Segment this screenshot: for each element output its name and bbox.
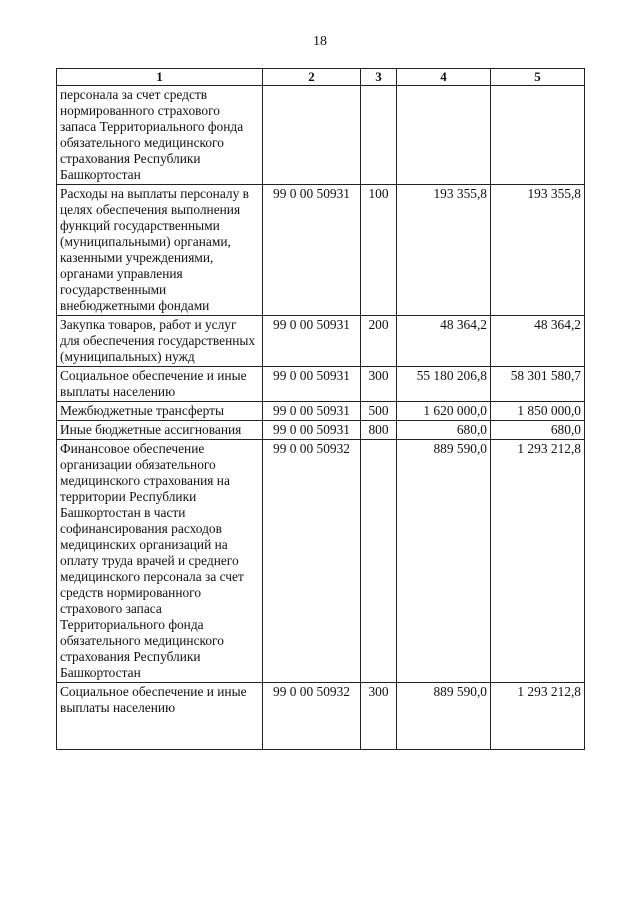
table-row <box>57 316 585 367</box>
row-code: 99 0 00 50931 <box>263 185 361 316</box>
budget-table <box>56 68 585 750</box>
row-code: 99 0 00 50931 <box>263 316 361 367</box>
row-value-2021: 889 590,0 <box>397 683 491 750</box>
row-value-2022 <box>491 86 585 185</box>
row-type: 300 <box>361 683 397 750</box>
table-row <box>57 421 585 440</box>
row-value-2022: 680,0 <box>491 421 585 440</box>
table-row <box>57 185 585 316</box>
column-header: 3 <box>361 69 397 86</box>
row-type: 300 <box>361 367 397 402</box>
row-name: Иные бюджетные ассигнования <box>57 421 263 440</box>
row-type: 800 <box>361 421 397 440</box>
row-name: Финансовое обеспечение организации обязательного медицинского страхования на территории Республики Башкортостан в части софинансирования расходов медицинских организаций на оплату труда врачей и среднего медицинского персонала за счет средств нормированного страхового запаса Территориального фонда обязательного медицинского страхования Республики Башкортостан <box>57 440 263 683</box>
row-name: Межбюджетные трансферты <box>57 402 263 421</box>
row-value-2021: 193 355,8 <box>397 185 491 316</box>
column-header: 4 <box>397 69 491 86</box>
row-name: персонала за счет средств нормированного страхового запаса Территориального фонда обязательного медицинского страхования Республики Башкортостан <box>57 86 263 185</box>
row-type <box>361 440 397 683</box>
column-header: 1 <box>57 69 263 86</box>
row-name: Социальное обеспечение и иные выплаты населению <box>57 683 263 750</box>
row-value-2022: 1 293 212,8 <box>491 440 585 683</box>
row-code <box>263 86 361 185</box>
row-value-2021: 48 364,2 <box>397 316 491 367</box>
table-row <box>57 402 585 421</box>
row-code: 99 0 00 50931 <box>263 367 361 402</box>
row-name: Расходы на выплаты персоналу в целях обеспечения выполнения функций государственными (муниципальными) органами, казенными учреждениями, органами управления государственными внебюджетными фондами <box>57 185 263 316</box>
row-value-2021: 680,0 <box>397 421 491 440</box>
row-value-2022: 1 850 000,0 <box>491 402 585 421</box>
row-value-2022: 48 364,2 <box>491 316 585 367</box>
row-value-2021 <box>397 86 491 185</box>
row-value-2021: 1 620 000,0 <box>397 402 491 421</box>
row-value-2022: 58 301 580,7 <box>491 367 585 402</box>
row-code: 99 0 00 50932 <box>263 683 361 750</box>
table-row <box>57 440 585 683</box>
table-row <box>57 367 585 402</box>
row-code: 99 0 00 50931 <box>263 402 361 421</box>
column-header: 5 <box>491 69 585 86</box>
row-name: Закупка товаров, работ и услуг для обеспечения государственных (муниципальных) нужд <box>57 316 263 367</box>
row-code: 99 0 00 50931 <box>263 421 361 440</box>
row-value-2021: 55 180 206,8 <box>397 367 491 402</box>
row-name: Социальное обеспечение и иные выплаты населению <box>57 367 263 402</box>
table-row <box>57 683 585 750</box>
row-type <box>361 86 397 185</box>
row-value-2022: 193 355,8 <box>491 185 585 316</box>
row-code: 99 0 00 50932 <box>263 440 361 683</box>
row-type: 200 <box>361 316 397 367</box>
table-row <box>57 86 585 185</box>
row-value-2022: 1 293 212,8 <box>491 683 585 750</box>
row-type: 500 <box>361 402 397 421</box>
row-type: 100 <box>361 185 397 316</box>
table-header-row <box>57 69 585 86</box>
page-number: 18 <box>313 34 327 49</box>
column-header: 2 <box>263 69 361 86</box>
row-value-2021: 889 590,0 <box>397 440 491 683</box>
